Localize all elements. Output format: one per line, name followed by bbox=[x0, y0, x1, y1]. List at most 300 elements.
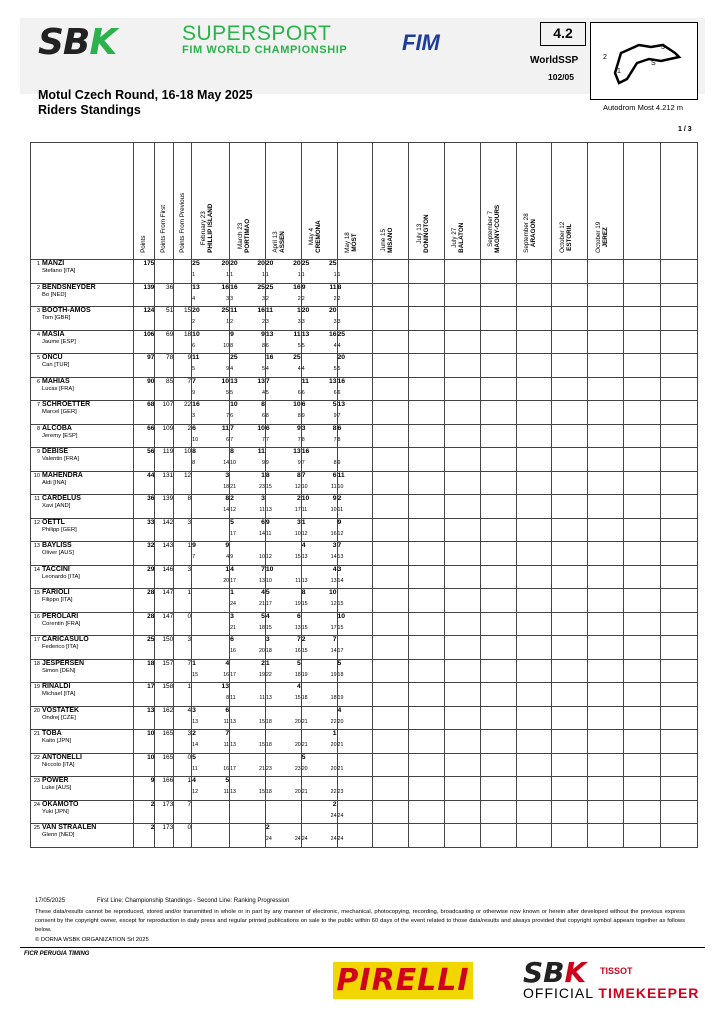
points-from-previous: 22 bbox=[174, 401, 192, 425]
event-result-cell bbox=[516, 824, 552, 848]
points-from-previous: 12 bbox=[174, 471, 192, 495]
race2-points: 8 bbox=[261, 401, 265, 408]
event-result-cell bbox=[516, 307, 552, 331]
rider-position: 20 bbox=[33, 707, 40, 714]
event-result-cell bbox=[624, 471, 661, 495]
race1-ranking: 13 bbox=[337, 554, 344, 560]
rider-points: 44 bbox=[134, 471, 155, 495]
event-result-cell bbox=[660, 401, 697, 425]
event-result-cell bbox=[552, 589, 588, 613]
event-result-cell bbox=[301, 424, 337, 448]
event-result-cell bbox=[265, 260, 301, 284]
race2-ranking: 4 bbox=[333, 342, 337, 349]
event-result-cell bbox=[409, 683, 445, 707]
race2-ranking: 22 bbox=[330, 718, 337, 725]
event-result-cell bbox=[552, 612, 588, 636]
table-row bbox=[31, 730, 698, 754]
race2-ranking: 24 bbox=[330, 836, 337, 842]
points-from-previous: 1 bbox=[174, 589, 192, 613]
event-result-cell bbox=[480, 448, 516, 472]
event-name: MISANO bbox=[386, 227, 394, 253]
points-from-previous: 1 bbox=[174, 542, 192, 566]
event-result-cell bbox=[373, 800, 409, 824]
rider-position: 6 bbox=[36, 378, 40, 385]
race1-ranking: 11 bbox=[192, 765, 198, 772]
race1-ranking: 8 bbox=[337, 436, 341, 443]
rider-surname: BAYLISS bbox=[42, 542, 72, 549]
event-result-cell bbox=[230, 424, 266, 448]
race2-ranking: 9 bbox=[226, 366, 230, 372]
event-result-cell bbox=[337, 377, 373, 401]
race1-ranking: 5 bbox=[301, 342, 305, 349]
event-result-cell bbox=[444, 330, 480, 354]
points-from-previous: 10 bbox=[174, 448, 192, 472]
event-result-cell bbox=[265, 518, 301, 542]
race1-points: 2 bbox=[265, 824, 270, 831]
event-result-cell bbox=[588, 307, 624, 331]
rider-position: 24 bbox=[33, 801, 40, 808]
event-date: July 13 bbox=[415, 223, 423, 244]
rider-cell bbox=[31, 283, 134, 307]
table-row bbox=[31, 260, 698, 284]
race2-ranking: 2 bbox=[333, 295, 337, 302]
rider-firstname: Aldi [INA] bbox=[42, 479, 67, 486]
event-result-cell bbox=[552, 706, 588, 730]
event-result-cell bbox=[444, 589, 480, 613]
race2-ranking: 16 bbox=[223, 671, 230, 678]
rider-points: 139 bbox=[134, 283, 155, 307]
event-result-cell bbox=[552, 283, 588, 307]
event-result-cell bbox=[265, 777, 301, 801]
event-result-cell bbox=[660, 377, 697, 401]
track-label-s: S bbox=[651, 60, 656, 67]
rider-firstname: Ondrej [CZE] bbox=[42, 714, 76, 721]
race2-ranking: 23 bbox=[259, 483, 265, 490]
race2-ranking: 21 bbox=[259, 601, 265, 607]
event-date: April 13 bbox=[272, 231, 280, 253]
race2-points: 1 bbox=[225, 565, 230, 573]
race1-ranking: 4 bbox=[301, 366, 305, 372]
event-result-cell bbox=[192, 448, 230, 472]
event-result-cell bbox=[660, 424, 697, 448]
event-name: CREMONA bbox=[315, 220, 323, 253]
event-result-cell bbox=[552, 777, 588, 801]
event-result-cell bbox=[480, 377, 516, 401]
race1-points: 1 bbox=[301, 518, 306, 526]
race2-points: 9 bbox=[296, 424, 301, 432]
event-result-cell bbox=[409, 495, 445, 519]
race2-points: 4 bbox=[296, 683, 301, 690]
rider-surname: OKAMOTO bbox=[42, 800, 79, 808]
points-from-first: 157 bbox=[155, 659, 174, 683]
event-result-cell bbox=[588, 800, 624, 824]
sbk-logo: SBK bbox=[38, 22, 117, 63]
race2-points: 6 bbox=[296, 612, 301, 620]
race1-ranking: 8 bbox=[301, 436, 305, 443]
event-result-cell bbox=[192, 730, 230, 754]
race1-points: 10 bbox=[265, 565, 274, 573]
rider-firstname: Simon [DEN] bbox=[42, 667, 76, 674]
event-result-cell bbox=[337, 589, 373, 613]
event-result-cell bbox=[409, 589, 445, 613]
race2-ranking: 12 bbox=[294, 483, 301, 490]
race1-ranking: 24 bbox=[337, 812, 344, 819]
race2-points: 3 bbox=[296, 518, 301, 526]
race1-ranking: 11 bbox=[230, 695, 236, 701]
event-result-cell bbox=[337, 448, 373, 472]
race2-ranking: 19 bbox=[259, 671, 265, 678]
rider-position: 25 bbox=[33, 825, 40, 831]
race2-ranking: 6 bbox=[297, 389, 301, 396]
event-column-header bbox=[265, 143, 301, 260]
race2-ranking: 14 bbox=[330, 648, 337, 654]
race2-points: 16 bbox=[257, 307, 265, 314]
race1-ranking: 5 bbox=[192, 366, 196, 372]
race1-points: 16 bbox=[265, 354, 274, 361]
race1-points: 3 bbox=[337, 565, 342, 573]
event-result-cell bbox=[444, 354, 480, 378]
event-result-cell bbox=[624, 495, 661, 519]
event-result-cell bbox=[480, 659, 516, 683]
race1-ranking: 21 bbox=[301, 718, 308, 725]
race1-ranking: 3 bbox=[265, 319, 269, 325]
official-text: OFFICIAL bbox=[523, 985, 594, 1001]
points-from-first: 147 bbox=[155, 589, 174, 613]
race2-points: 10 bbox=[257, 424, 265, 432]
rider-position: 13 bbox=[33, 543, 40, 549]
race2-ranking: 1 bbox=[333, 272, 337, 278]
event-result-cell bbox=[516, 424, 552, 448]
race2-ranking: 10 bbox=[223, 342, 230, 349]
event-result-cell bbox=[373, 330, 409, 354]
event-result-cell bbox=[588, 589, 624, 613]
event-result-cell bbox=[230, 636, 266, 660]
race2-ranking: 7 bbox=[333, 436, 337, 443]
event-result-cell bbox=[588, 753, 624, 777]
race1-ranking: 18 bbox=[265, 648, 272, 654]
event-result-cell bbox=[337, 283, 373, 307]
rider-surname: BOOTH-AMOS bbox=[42, 307, 91, 314]
event-result-cell bbox=[516, 471, 552, 495]
race1-ranking: 16 bbox=[230, 648, 236, 654]
race1-ranking: 22 bbox=[265, 671, 272, 678]
race2-points: 16 bbox=[328, 330, 337, 338]
race1-points: 2 bbox=[230, 495, 234, 502]
event-result-cell bbox=[516, 542, 552, 566]
event-result-cell bbox=[588, 283, 624, 307]
class-name: WorldSSP bbox=[530, 55, 579, 66]
race2-ranking: 10 bbox=[259, 554, 265, 560]
race2-points: 6 bbox=[332, 471, 337, 479]
rider-surname: TOBA bbox=[42, 730, 62, 737]
tissot-logo: TISSOT bbox=[600, 966, 633, 976]
rider-position: 18 bbox=[33, 660, 40, 667]
event-date: October 19 bbox=[594, 221, 602, 253]
event-label bbox=[381, 228, 395, 253]
event-result-cell bbox=[373, 448, 409, 472]
points-from-previous: 3 bbox=[174, 636, 192, 660]
race2-points: 10 bbox=[328, 589, 337, 596]
event-result-cell bbox=[660, 260, 697, 284]
race1-ranking: 23 bbox=[337, 789, 344, 795]
event-result-cell bbox=[265, 612, 301, 636]
event-result-cell bbox=[337, 730, 373, 754]
event-result-cell bbox=[624, 330, 661, 354]
event-result-cell bbox=[265, 495, 301, 519]
race1-ranking: 24 bbox=[337, 836, 344, 842]
rider-cell bbox=[31, 260, 134, 284]
race2-ranking: 7 bbox=[297, 436, 301, 443]
race1-ranking: 2 bbox=[301, 295, 305, 302]
race2-ranking: 15 bbox=[294, 554, 301, 560]
event-result-cell bbox=[660, 448, 697, 472]
event-result-cell bbox=[301, 260, 337, 284]
race1-ranking: 1 bbox=[230, 272, 234, 278]
event-label bbox=[273, 231, 287, 253]
event-result-cell bbox=[265, 542, 301, 566]
event-result-cell bbox=[301, 401, 337, 425]
event-result-cell bbox=[552, 518, 588, 542]
event-result-cell bbox=[480, 471, 516, 495]
event-date: March 23 bbox=[236, 222, 244, 250]
event-result-cell bbox=[373, 589, 409, 613]
footer-note: First Line: Championship Standings - Second Line: Ranking Progression bbox=[97, 898, 290, 904]
event-result-cell bbox=[373, 495, 409, 519]
race1-ranking: 11 bbox=[265, 530, 272, 537]
race2-ranking: 15 bbox=[259, 742, 265, 748]
race1-ranking: 17 bbox=[230, 671, 236, 678]
event-result-cell bbox=[230, 495, 266, 519]
event-result-cell bbox=[409, 471, 445, 495]
race1-ranking: 7 bbox=[337, 413, 341, 419]
event-result-cell bbox=[409, 706, 445, 730]
event-result-cell bbox=[409, 518, 445, 542]
event-result-cell bbox=[516, 448, 552, 472]
race2-ranking: 20 bbox=[294, 742, 301, 748]
event-result-cell bbox=[480, 612, 516, 636]
event-column-header bbox=[660, 143, 697, 260]
event-result-cell bbox=[444, 424, 480, 448]
event-result-cell bbox=[444, 612, 480, 636]
race2-ranking: 6 bbox=[261, 413, 265, 419]
race2-points: 11 bbox=[257, 448, 265, 455]
event-result-cell bbox=[624, 659, 661, 683]
event-result-cell bbox=[301, 377, 337, 401]
event-result-cell bbox=[588, 377, 624, 401]
event-result-cell bbox=[301, 307, 337, 331]
race1-points: 3 bbox=[265, 636, 270, 643]
race2-ranking: 11 bbox=[259, 507, 265, 513]
event-result-cell bbox=[660, 824, 697, 848]
event-result-cell bbox=[552, 471, 588, 495]
table-row bbox=[31, 448, 698, 472]
table-row bbox=[31, 471, 698, 495]
race2-points: 8 bbox=[225, 495, 230, 502]
race1-points: 2 bbox=[301, 636, 306, 643]
race2-ranking: 3 bbox=[226, 295, 230, 302]
event-result-cell bbox=[444, 636, 480, 660]
race2-ranking: 15 bbox=[294, 695, 301, 701]
event-result-cell bbox=[516, 636, 552, 660]
event-result-cell bbox=[516, 659, 552, 683]
race2-ranking: 15 bbox=[259, 789, 265, 795]
event-result-cell bbox=[192, 495, 230, 519]
race2-points: 16 bbox=[221, 283, 230, 291]
race1-ranking: 18 bbox=[337, 671, 344, 678]
points-from-previous bbox=[174, 283, 192, 307]
event-result-cell bbox=[373, 612, 409, 636]
event-result-cell bbox=[624, 706, 661, 730]
event-result-cell bbox=[230, 800, 266, 824]
race2-ranking: 16 bbox=[294, 648, 301, 654]
points-from-first: 107 bbox=[155, 401, 174, 425]
event-result-cell bbox=[480, 307, 516, 331]
points-from-first: 150 bbox=[155, 636, 174, 660]
points-from-first: 162 bbox=[155, 706, 174, 730]
event-label bbox=[596, 222, 610, 253]
rider-firstname: Lucas [FRA] bbox=[42, 385, 74, 392]
race1-points: 6 bbox=[230, 636, 234, 643]
event-result-cell bbox=[373, 636, 409, 660]
race1-ranking: 13 bbox=[230, 742, 236, 748]
event-result-cell bbox=[588, 542, 624, 566]
event-result-cell bbox=[337, 683, 373, 707]
race2-points: 16 bbox=[293, 283, 301, 291]
race1-ranking: 17 bbox=[230, 765, 236, 772]
track-outline bbox=[615, 45, 679, 83]
standings-table bbox=[30, 142, 698, 848]
rider-cell bbox=[31, 424, 134, 448]
event-result-cell bbox=[552, 495, 588, 519]
rider-surname: POWER bbox=[42, 777, 69, 784]
event-result-cell bbox=[444, 659, 480, 683]
points-from-first: 36 bbox=[155, 283, 174, 307]
race1-ranking: 2 bbox=[337, 295, 341, 302]
race2-ranking: 6 bbox=[333, 389, 337, 396]
event-result-cell bbox=[192, 589, 230, 613]
event-result-cell bbox=[588, 565, 624, 589]
event-result-cell bbox=[373, 824, 409, 848]
event-result-cell bbox=[230, 471, 266, 495]
race1-points: 1 bbox=[192, 659, 196, 667]
race2-ranking: 13 bbox=[259, 577, 265, 584]
rider-position: 12 bbox=[33, 519, 40, 526]
table-row bbox=[31, 565, 698, 589]
race2-ranking: 1 bbox=[297, 272, 301, 278]
event-name: JEREZ bbox=[601, 227, 609, 248]
event-result-cell bbox=[480, 636, 516, 660]
event-result-cell bbox=[373, 565, 409, 589]
points-from-first: 85 bbox=[155, 377, 174, 401]
event-result-cell bbox=[444, 401, 480, 425]
event-result-cell bbox=[265, 800, 301, 824]
event-result-cell bbox=[409, 730, 445, 754]
race1-ranking: 6 bbox=[230, 413, 234, 419]
event-name: ASSEN bbox=[279, 231, 287, 253]
race1-points: 16 bbox=[301, 448, 310, 455]
event-result-cell bbox=[192, 706, 230, 730]
pirelli-logo: PIRELLI bbox=[333, 962, 473, 999]
event-result-cell bbox=[660, 542, 697, 566]
track-name: Autodrom Most 4.212 m bbox=[603, 103, 684, 112]
rider-firstname: Yuki [JPN] bbox=[42, 808, 69, 815]
race1-points: 7 bbox=[301, 471, 306, 479]
race2-ranking: 9 bbox=[261, 460, 265, 466]
event-result-cell bbox=[588, 612, 624, 636]
table-row bbox=[31, 283, 698, 307]
event-result-cell bbox=[444, 307, 480, 331]
event-result-cell bbox=[516, 589, 552, 613]
event-result-cell bbox=[552, 824, 588, 848]
rider-firstname: Philipp [GER] bbox=[42, 526, 77, 533]
event-result-cell bbox=[230, 730, 266, 754]
rider-points: 29 bbox=[134, 565, 155, 589]
event-result-cell bbox=[660, 800, 697, 824]
event-result-cell bbox=[265, 753, 301, 777]
race1-ranking: 5 bbox=[265, 389, 269, 396]
event-result-cell bbox=[337, 636, 373, 660]
rider-firstname: Michael [ITA] bbox=[42, 691, 76, 697]
event-result-cell bbox=[516, 753, 552, 777]
race1-points: 8 bbox=[192, 448, 196, 455]
event-result-cell bbox=[301, 589, 337, 613]
rider-points: 10 bbox=[134, 730, 155, 754]
race1-ranking: 21 bbox=[337, 765, 344, 772]
rider-firstname: Kaito [JPN] bbox=[42, 738, 71, 744]
race1-ranking: 4 bbox=[230, 366, 234, 372]
race2-ranking: 1 bbox=[261, 272, 265, 278]
event-result-cell bbox=[337, 401, 373, 425]
event-result-cell bbox=[192, 260, 230, 284]
rider-points: 2 bbox=[134, 800, 155, 824]
event-label bbox=[453, 223, 467, 253]
race2-ranking: 11 bbox=[259, 695, 265, 701]
event-result-cell bbox=[409, 401, 445, 425]
event-result-cell bbox=[265, 330, 301, 354]
event-result-cell bbox=[409, 824, 445, 848]
race1-points: 3 bbox=[230, 612, 234, 620]
event-result-cell bbox=[409, 283, 445, 307]
event-result-cell bbox=[230, 589, 266, 613]
rider-cell bbox=[31, 730, 134, 754]
points-from-first: 142 bbox=[155, 518, 174, 542]
rider-points: 90 bbox=[134, 377, 155, 401]
event-result-cell bbox=[624, 753, 661, 777]
rider-firstname: Oliver [AUS] bbox=[42, 550, 74, 556]
event-result-cell bbox=[516, 330, 552, 354]
race1-ranking: 4 bbox=[192, 295, 196, 302]
event-result-cell bbox=[373, 401, 409, 425]
race1-ranking: 13 bbox=[265, 507, 272, 513]
event-result-cell bbox=[265, 354, 301, 378]
table-row bbox=[31, 495, 698, 519]
event-result-cell bbox=[192, 518, 230, 542]
timing-logo: FICR PERUGIA TIMING bbox=[24, 951, 90, 957]
race2-points: 5 bbox=[296, 659, 301, 667]
race1-points: 10 bbox=[337, 612, 346, 620]
race2-points: 3 bbox=[332, 542, 337, 549]
event-result-cell bbox=[265, 471, 301, 495]
event-result-cell bbox=[588, 659, 624, 683]
race1-ranking: 13 bbox=[301, 554, 308, 560]
event-result-cell bbox=[337, 330, 373, 354]
points-from-previous: 1 bbox=[174, 683, 192, 707]
race2-ranking: 20 bbox=[259, 648, 265, 654]
points-from-first: 173 bbox=[155, 824, 174, 848]
race1-points: 13 bbox=[301, 330, 310, 338]
race1-points: 13 bbox=[230, 377, 238, 385]
event-result-cell bbox=[480, 401, 516, 425]
